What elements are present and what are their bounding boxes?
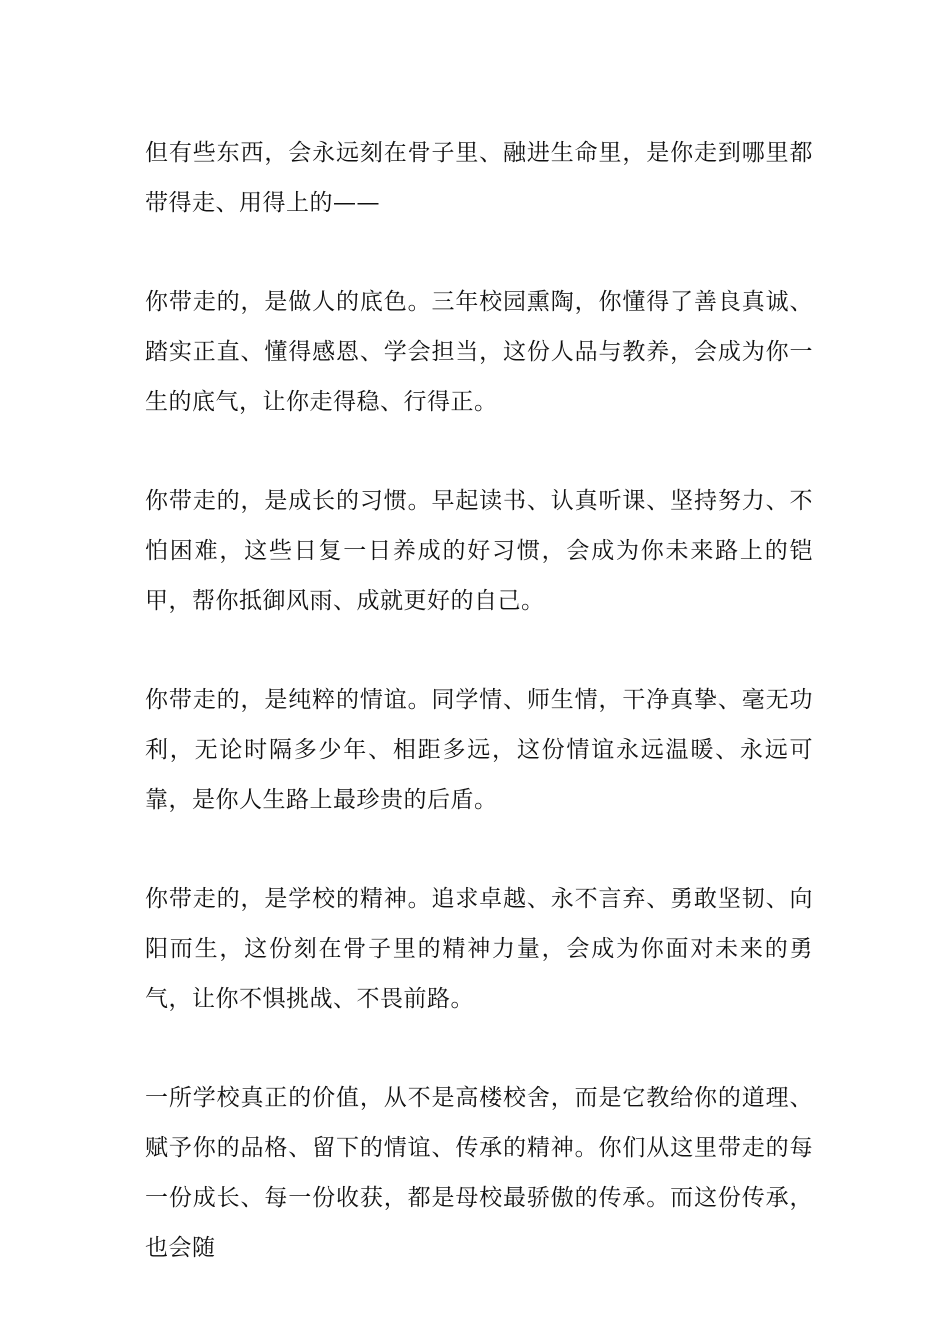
paragraph: 你带走的，是学校的精神。追求卓越、永不言弃、勇敢坚韧、向阳而生，这份刻在骨子里的精神力量，会成为你面对未来的勇气，让你不惧挑战、不畏前路。 [145,886,813,1012]
paragraph: 一所学校真正的价值，从不是高楼校舍，而是它教给你的道理、赋予你的品格、留下的情谊、传承的精神。你们从这里带走的每一份成长、每一份收获，都是母校最骄傲的传承。而这份传承，也会随 [145,1085,813,1261]
paragraph: 但有些东西，会永远刻在骨子里、融进生命里，是你走到哪里都带得走、用得上的—— [145,140,813,216]
document-body [145,128,813,1322]
paragraph: 你带走的，是做人的底色。三年校园熏陶，你懂得了善良真诚、踏实正直、懂得感恩、学会担当，这份人品与教养，会成为你一生的底气，让你走得稳、行得正。 [145,289,813,415]
paragraph: 你带走的，是纯粹的情谊。同学情、师生情，干净真挚、毫无功利，无论时隔多少年、相距多远，这份情谊永远温暖、永远可靠，是你人生路上最珍贵的后盾。 [145,687,813,813]
paragraph: 你带走的，是成长的习惯。早起读书、认真听课、坚持努力、不怕困难，这些日复一日养成的好习惯，会成为你未来路上的铠甲，帮你抵御风雨、成就更好的自己。 [145,488,813,614]
